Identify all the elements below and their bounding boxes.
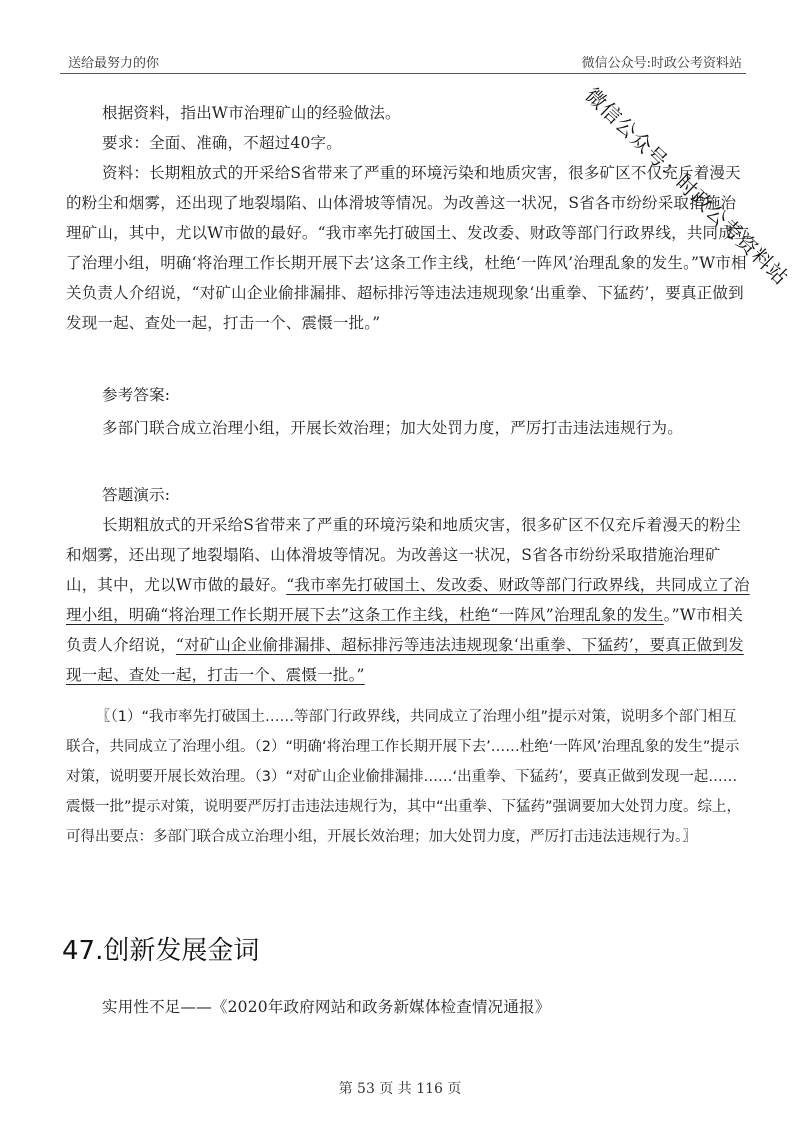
demo-highlight: ”这条工作主线，杜绝“一阵风” <box>341 606 554 624</box>
page-header <box>60 46 746 74</box>
watermark-text: 微信公众号：时政公考资料站 <box>580 82 794 290</box>
demo-highlight: “我市率先打破国土、发改委、财政等部门行政界线， <box>286 576 656 594</box>
demo-highlight: 治理乱象的发生 <box>553 606 664 624</box>
question-material: 资料：长期粗放式的开采给S省带来了严重的环境污染和地质灾害，很多矿区不仅充斥着漫天的粉尘和烟雾，还出现了地裂塌陷、山体滑坡等情况。为改善这一状况，S省各市纷纷采取措施治理矿山，其中，尤以W市做的最好。“我市率先打破国土、发改委、财政等部门行政界线，共同成立了治理小组，明确‘将治理工作长期开展下去’这条工作主线，杜绝‘一阵风’治理乱象的发生。”W市相关负责人介绍说，“对矿山企业偷排漏排、超标排污等违法违规现象‘出重拳、下猛药’，要真正做到发现一起、查处一起，打击一个、震慑一批。” <box>66 164 750 332</box>
section-title: 47.创新发展金词 <box>62 936 260 966</box>
demo-highlight: “对矿山企业偷排漏排、超标排污等违法违规现象‘出重拳、下猛药’，要真正做到发现一起、查处一起，打击一个、震慑一批。” <box>66 636 744 684</box>
reference-answer: 多部门联合成立治理小组，开展长效治理；加大处罚力度，严厉打击违法违规行为。 <box>102 419 683 437</box>
question-prompt: 根据资料，指出W市治理矿山的经验做法。 <box>102 104 401 122</box>
demo-highlight: 将治理工作长期开展下去 <box>168 606 342 624</box>
demo-text: 。”W市相关负责人介绍说， <box>66 606 744 654</box>
header-slogan: 送给最努力的你 <box>68 56 160 71</box>
reference-label: 参考答案: <box>102 386 171 404</box>
page-number: 第 53 页 共 116 页 <box>338 1081 462 1097</box>
demo-text: 长期粗放式的开采给S省带来了严重的环境污染和地质灾害，很多矿区不仅充斥着漫天的粉尘和烟雾，还出现了地裂塌陷、山体滑坡等情况。为改善这一状况，S省各市纷纷采取措施治理矿山，其中，尤以W市做的最好。 <box>66 516 741 594</box>
demo-paragraph <box>66 510 750 690</box>
demo-analysis: 〖（1）“我市率先打破国土……等部门行政界线，共同成立了治理小组”提示对策，说明多个部门相互联合，共同成立了治理小组。（2）“明确‘将治理工作长期开展下去’……杜绝‘一阵风’治理乱象的发生”提示对策，说明要开展长效治理。（3）“对矿山企业偷排漏排……‘出重拳、下猛药’，要真正做到发现一起……震慑一批”提示对策，说明要严厉打击违法违规行为，其中“出重拳、下猛药”强调要加大处罚力度。综上，可得出要点：多部门联合成立治理小组，开展长效治理；加大处罚力度，严厉打击违法违规行为。〗 <box>66 709 742 845</box>
demo-label: 答题演示: <box>102 486 171 504</box>
header-source: 微信公众号:时政公考资料站 <box>581 56 742 71</box>
demo-highlight: 共同成立了治理小组 <box>66 576 750 624</box>
demo-highlight: ，明确“ <box>113 606 169 624</box>
question-requirement: 要求：全面、准确，不超过40字。 <box>102 134 342 152</box>
section-line: 实用性不足——《2020年政府网站和政务新媒体检查情况通报》 <box>102 998 551 1016</box>
